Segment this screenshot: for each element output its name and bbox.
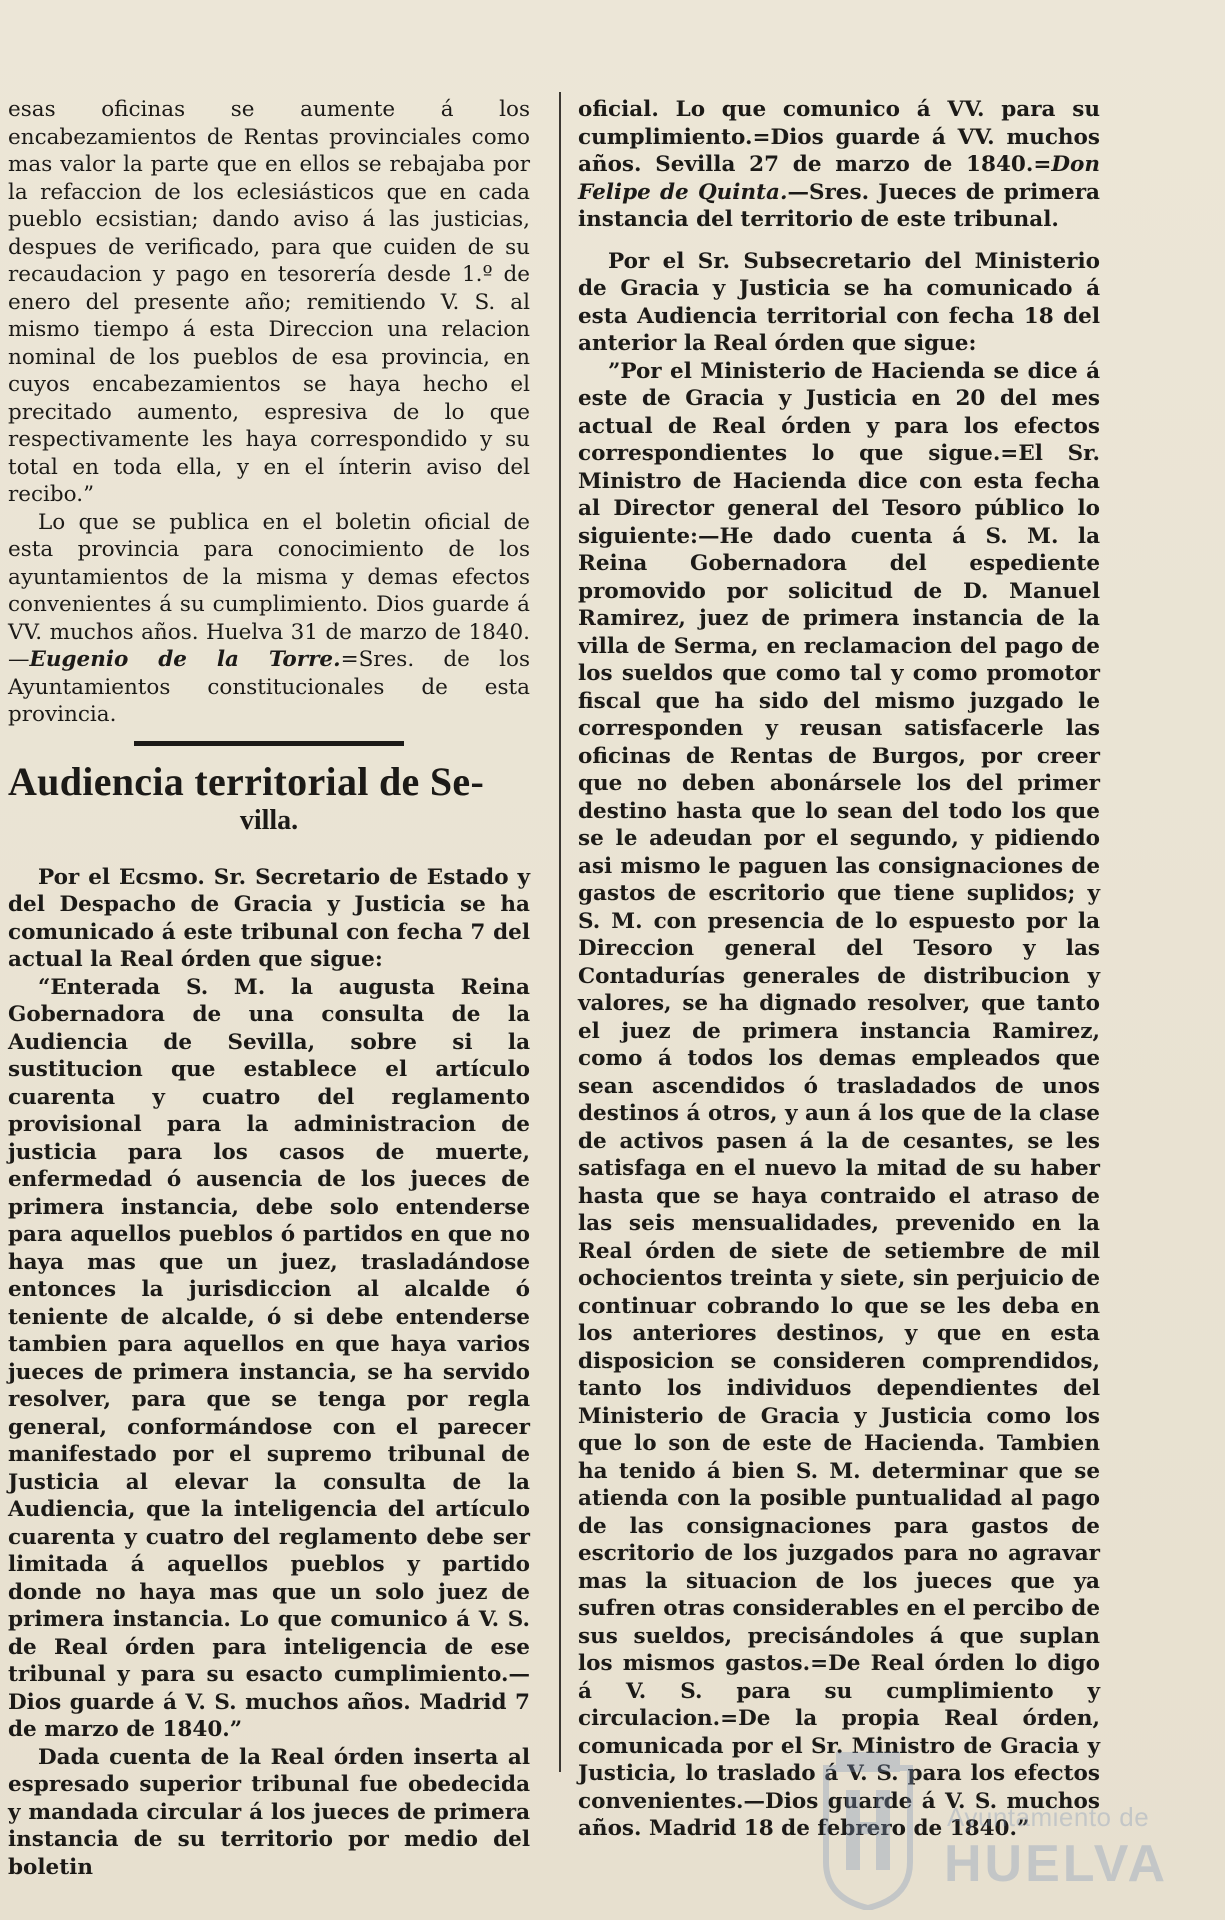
right-column bbox=[578, 96, 1100, 1843]
signature-eugenio: Eugenio de la Torre. bbox=[29, 647, 341, 672]
paragraph-ministerio-hacienda: ”Por el Ministerio de Hacienda se dice á este de Gracia y Justicia en 20 del mes actual de Real órden y para los efectos correspondientes lo que sigue.=El Sr. Ministro de Hacienda dice con esta fecha al Director general del Tesoro público lo siguiente:—He dado cuenta á S. M. la Reina Gobernadora del espediente promovido por solicitud de D. Manuel Ramirez, juez de primera instancia de la villa de Serma, en reclamacion del pago de los sueldos que como tal y como promotor fiscal que ha sido del mismo juzgado le corresponden y reusan satisfacerle las oficinas de Rentas de Burgos, por creer que no deben abonársele los del primer destino hasta que lo sean del todo los que se le adeudan por el segundo, y pidiendo asi mismo le paguen las consignaciones de gastos de escritorio que tiene suplidos; y S. M. con presencia de lo espuesto por la Direccion general del Tesoro y las Contadurías generales de distribucion y valores, se ha dignado resolver, que tanto el juez de primera instancia Ramirez, como á todos los demas empleados que sean ascendidos ó trasladados de unos destinos á otros, y aun á los que de la clase de activos pasen á la de cesantes, se les satisfaga en el nuevo la mitad de su haber hasta que se haya contraido el atraso de las seis mensualidades, prevenido en la Real órden de siete de setiembre de mil ochocientos treinta y siete, sin perjuicio de continuar cobrando lo que se les deba en los anteriores destinos, y que en esta disposicion se consideren comprendidos, tanto los individuos dependientes del Ministerio de Gracia y Justicia como los que lo son de este de Hacienda. Tambien ha tenido á bien S. M. determinar que se atienda con la posible puntualidad al pago de las consignaciones para gastos de escritorio de los juzgados para no agravar mas la situacion de los jueces que ya sufren otras considerables en el percibo de sus sueldos, precisándoles á que suplan los mismos gastos.=De Real órden lo digo á V. S. para su cumplimiento y circulacion.=De la propia Real órden, comunicada por el Sr. Ministro de Gracia y Justicia, lo traslado á V. S. para los efectos convenientes.—Dios guarde á V. S. muchos años. Madrid 18 de febrero de 1840.” bbox=[578, 358, 1100, 1841]
paragraph-subsecretario: Por el Sr. Subsecretario del Ministerio de Gracia y Justicia se ha comunicado á esta Audiencia territorial con fecha 18 del anterior la Real órden que sigue: bbox=[578, 248, 1100, 356]
signature-felipe: Don Felipe de Quinta. bbox=[578, 152, 1100, 205]
column-divider bbox=[559, 92, 561, 1772]
watermark-text-ayuntamiento: Ayuntamiento de bbox=[947, 1802, 1150, 1832]
paragraph-renta-provinciales: esas oficinas se aumente á los encabezamientos de Rentas provinciales como mas valor la parte que en ellos se rebajaba por la refaccion de los eclesiásticos que en cada pueblo ecsistian; dando aviso á las justicias, despues de verificado, para que cuiden de su recaudacion y pago en tesorería desde 1.º de enero del presente año; remitiendo V. S. al mismo tiempo á esta Direccion una relacion nominal de los pueblos de esa provincia, en cuyos encabezamientos se haya hecho el precitado aumento, espresiva de lo que respectivamente les haya correspondido y su total en toda ella, y en el ínterin aviso del recibo.” bbox=[8, 97, 530, 507]
paragraph-real-orden-consulta: “Enterada S. M. la augusta Reina Gobernadora de una consulta de la Audiencia de Sevilla, sobre si la sustitucion que establece el artículo cuarenta y cuatro del reglamento provisional para la administracion de justicia para los casos de muerte, enfermedad ó ausencia de los jueces de primera instancia, debe solo entenderse para aquellos pueblos ó partidos en que no haya mas que un juez, trasladándose entonces la jurisdiccion al alcalde ó teniente de alcalde, ó si debe entenderse tambien para aquellos en que haya varios jueces de primera instancia, se ha servido resolver, para que se tenga por regla general, conformándose con el parecer manifestado por el supremo tribunal de Justicia al elevar la consulta de la Audiencia, que la inteligencia del artículo cuarenta y cuatro del reglamento debe ser limitada á aquellos pueblos y partido donde no haya mas que un solo juez de primera instancia. Lo que comunico á V. S. de Real órden para inteligencia de ese tribunal y para su esacto cumplimiento.—Dios guarde á V. S. muchos años. Madrid 7 de marzo de 1840.” bbox=[8, 974, 530, 1742]
section-title: Audiencia territorial de Se- bbox=[8, 758, 485, 804]
comunico-text: oficial. Lo que comunico á VV. para su cumplimiento.=Dios guarde á VV. muchos años. Sevilla 27 de marzo de 1840.= bbox=[578, 97, 1100, 177]
paragraph-ecsmo-secretario: Por el Ecsmo. Sr. Secretario de Estado y del Despacho de Gracia y Justicia se ha comunicado á este tribunal con fecha 7 del actual la Real órden que sigue: bbox=[8, 864, 530, 972]
huelva-crest-icon bbox=[812, 1750, 924, 1910]
section-title-continuation: villa. bbox=[239, 804, 299, 836]
section-separator bbox=[134, 741, 404, 746]
paragraph-publication-notice bbox=[8, 509, 530, 729]
paragraph-comunico bbox=[578, 96, 1100, 234]
notice-end: =Sres. de los Ayuntamientos constitucionales de esta provincia. bbox=[8, 647, 531, 727]
comunico-end: —Sres. Jueces de primera instancia del territorio de este tribunal. bbox=[578, 179, 1100, 232]
paragraph-dada-cuenta: Dada cuenta de la Real órden inserta al espresado superior tribunal fue obedecida y mandada circular á los jueces de primera instancia de su territorio por medio del boletin bbox=[8, 1744, 530, 1880]
ayuntamiento-watermark bbox=[812, 1750, 1212, 1915]
watermark-text-huelva: HUELVA bbox=[944, 1835, 1169, 1893]
notice-text: Lo que se publica en el boletin oficial de esta provincia para conocimiento de los ayuntamientos de la misma y demas efectos convenientes á su cumplimiento. Dios guarde á VV. muchos años. Huelva 31 de marzo de 1840.— bbox=[8, 509, 530, 672]
left-column bbox=[8, 96, 530, 1881]
